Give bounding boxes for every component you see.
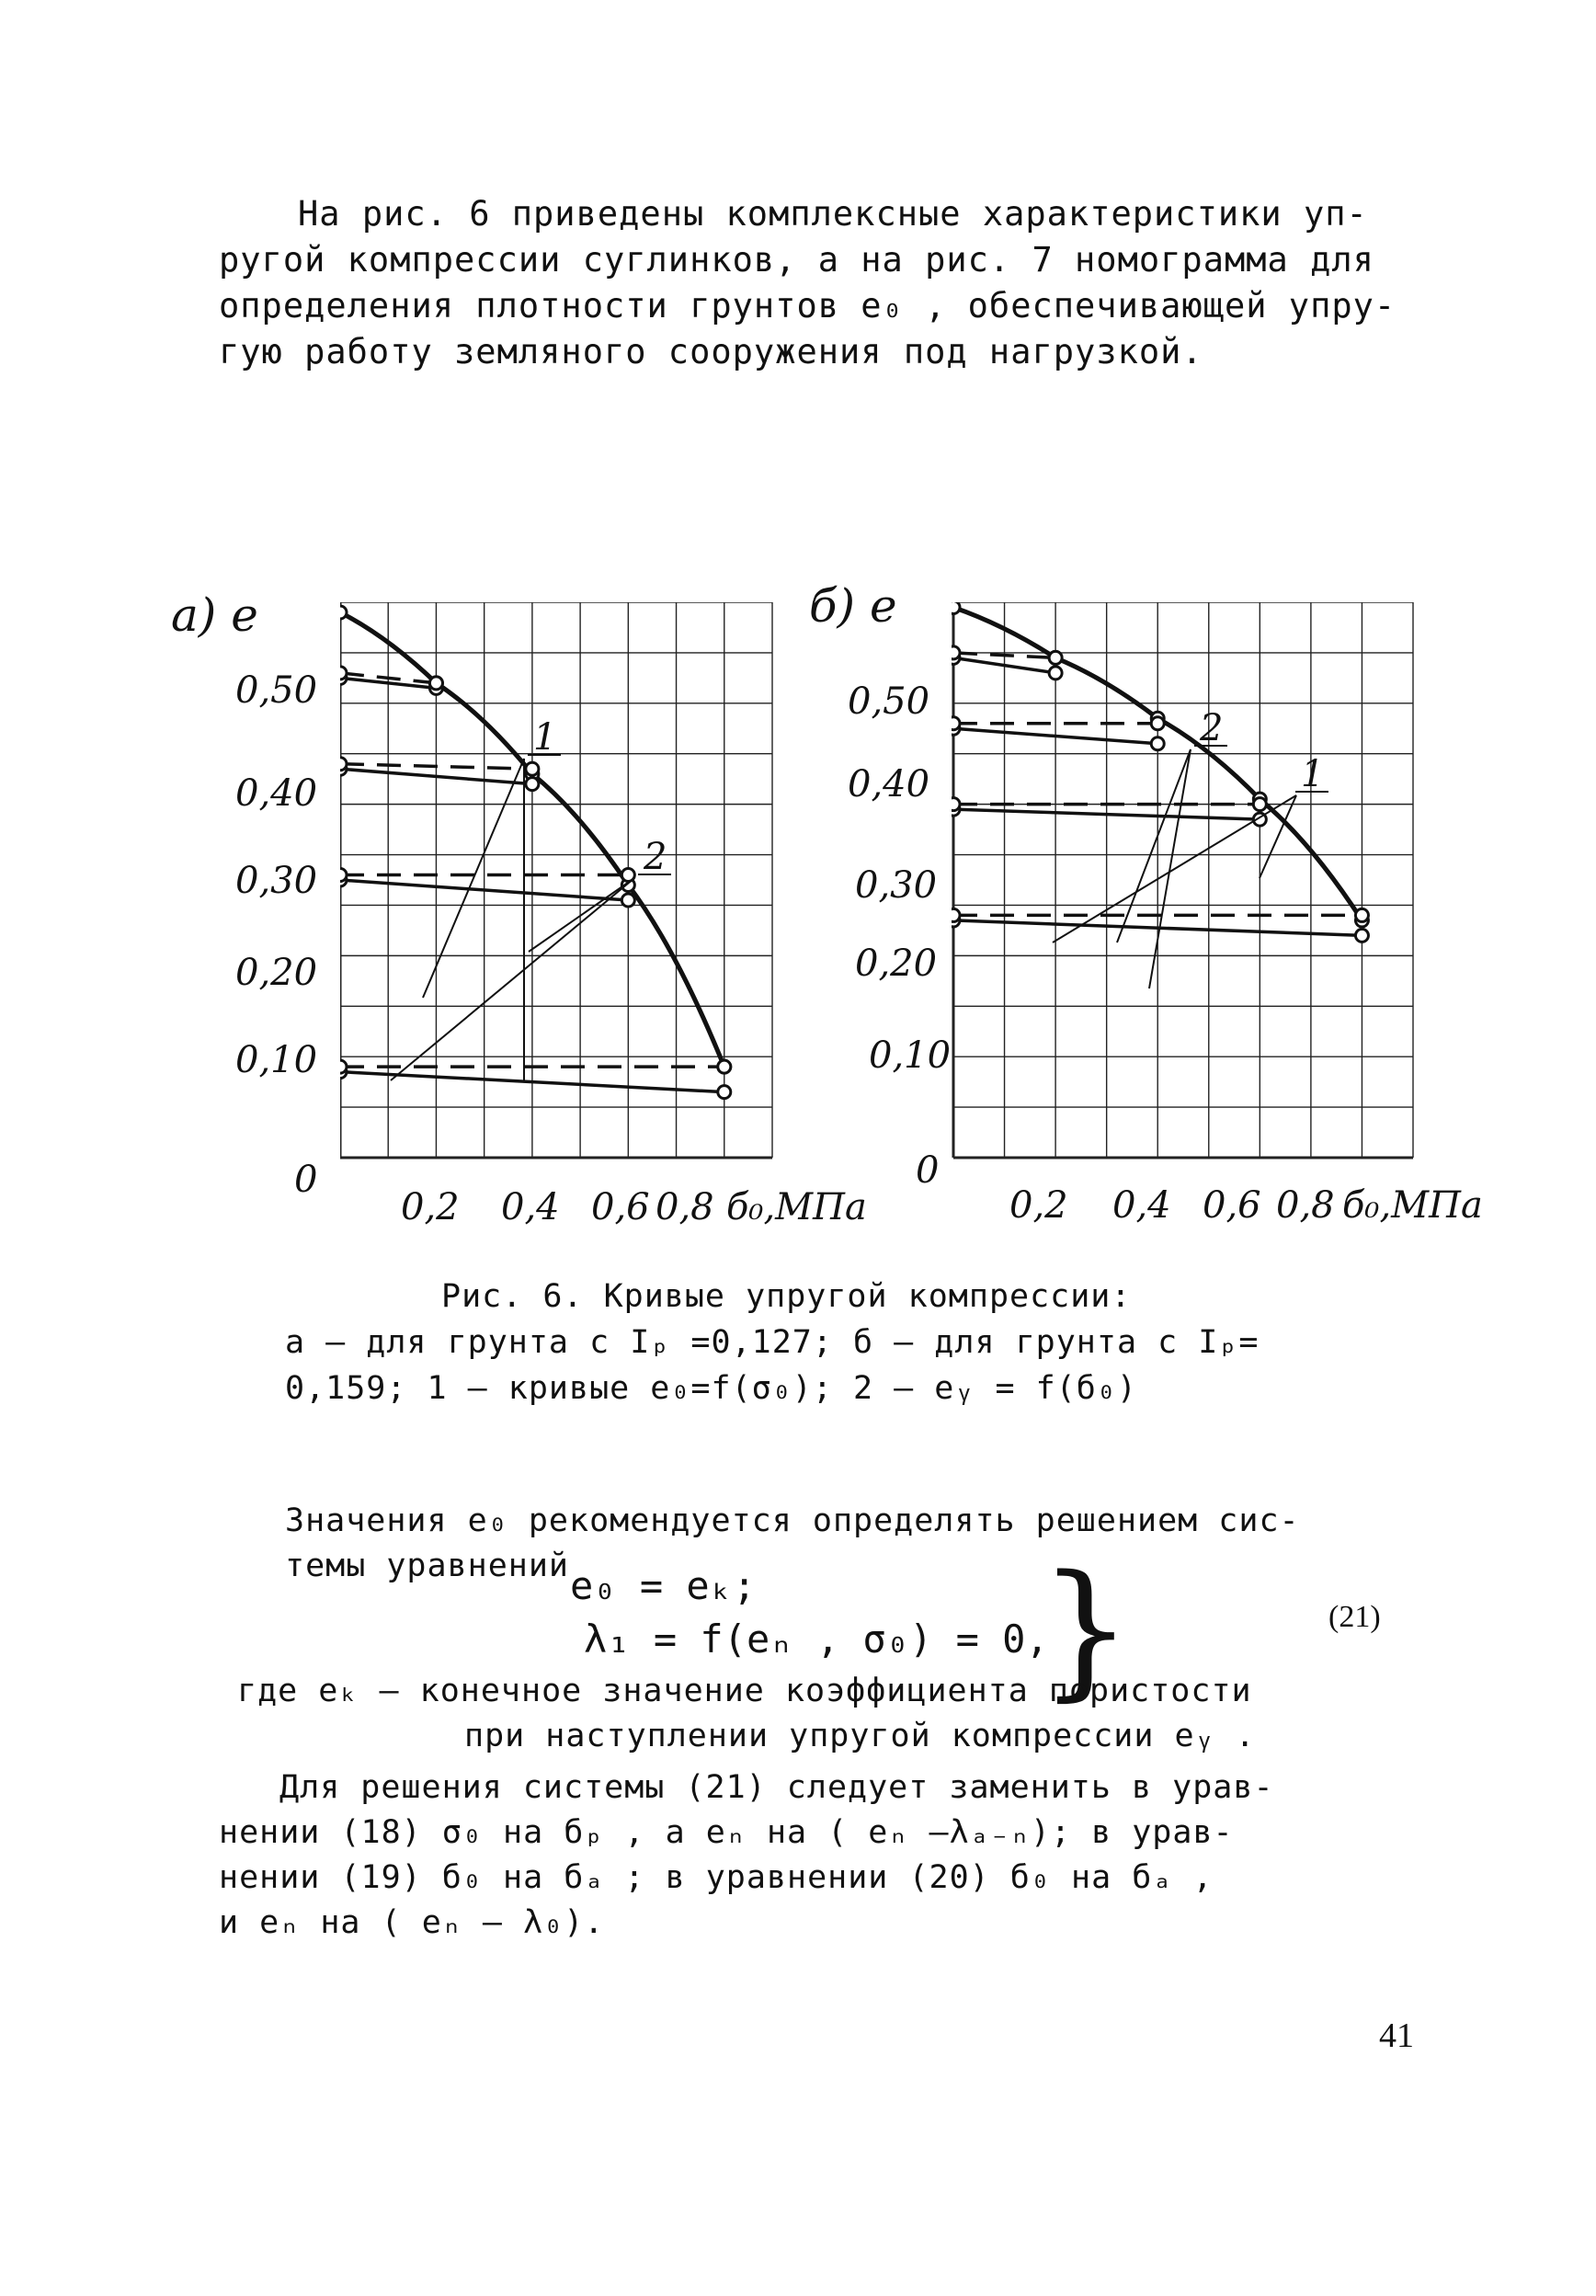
data-point xyxy=(340,758,347,771)
paragraph-values xyxy=(285,1499,1300,1589)
x-tick-b: 0,2 xyxy=(1009,1184,1068,1227)
figure-caption-title: Рис. 6. Кривые упругой компрессии: xyxy=(441,1278,1132,1315)
curve-label: 2 xyxy=(644,836,667,878)
chart-a xyxy=(340,602,781,1163)
equation-2: λ₁ = f(eₙ , σ₀) = 0, xyxy=(584,1616,1049,1662)
data-point xyxy=(952,602,960,613)
equation-1: e₀ = eₖ; xyxy=(570,1563,757,1608)
data-point xyxy=(429,677,442,690)
data-point xyxy=(1049,667,1062,680)
paragraph-line: и eₙ на ( eₙ – λ₀). xyxy=(219,1904,605,1941)
paragraph-line: нении (18) σ₀ на бₚ , а eₙ на ( eₙ –λₐ₋ₙ); в урав- xyxy=(219,1814,1234,1851)
panel-label-a: а) e xyxy=(171,588,258,642)
y-tick-b: 0,30 xyxy=(855,864,938,907)
label-leader-line xyxy=(1149,749,1191,988)
data-point xyxy=(526,762,539,775)
data-point xyxy=(340,667,347,680)
where-line-1: где eₖ – конечное значение коэффициента пористости xyxy=(237,1673,1252,1709)
y-tick-a: 0,50 xyxy=(235,669,318,712)
figure-caption-line: а – для грунта с Iₚ =0,127; б – для грунта с Iₚ= xyxy=(285,1324,1260,1361)
origin-label-b: 0 xyxy=(916,1149,940,1192)
x-axis-label-a: б₀,МПа xyxy=(726,1186,867,1228)
data-point xyxy=(952,798,960,811)
origin-label-a: 0 xyxy=(294,1159,318,1201)
paragraph-line: темы уравнений xyxy=(285,1548,570,1584)
where-line-2: при наступлении упругой компрессии eᵧ . xyxy=(464,1718,1256,1754)
x-axis-label-b: б₀,МПа xyxy=(1342,1184,1483,1227)
x-tick-b: 0,6 xyxy=(1203,1184,1261,1227)
curve-label: 2 xyxy=(1200,707,1224,749)
intro-paragraph xyxy=(219,191,1396,375)
data-point xyxy=(1355,929,1368,942)
data-point xyxy=(340,1060,347,1073)
data-point xyxy=(1253,798,1266,811)
data-point xyxy=(718,1060,731,1073)
label-leader-line xyxy=(529,878,634,952)
chart-b-svg xyxy=(952,602,1420,1163)
y-tick-b: 0,50 xyxy=(848,680,930,723)
label-leader-line xyxy=(1117,749,1191,942)
data-point xyxy=(718,1086,731,1099)
y-tick-a: 0,40 xyxy=(235,772,318,815)
paragraph-line: нении (19) б₀ на бₐ ; в уравнении (20) б₀ на бₐ , xyxy=(219,1859,1214,1896)
data-point xyxy=(1355,908,1368,921)
data-point xyxy=(340,869,347,882)
data-point xyxy=(1151,717,1164,730)
data-point xyxy=(952,646,960,659)
data-point xyxy=(952,908,960,921)
data-point xyxy=(621,894,634,907)
figure-caption-line: 0,159; 1 – кривые e₀=f(σ₀); 2 – eᵧ = f(б₀) xyxy=(285,1370,1137,1407)
data-point xyxy=(340,606,347,619)
x-tick-a: 0,4 xyxy=(501,1186,560,1228)
intro-line: гую работу земляного сооружения под нагрузкой. xyxy=(219,332,1203,371)
paragraph-line: Значения e₀ рекомендуется определять решением сис- xyxy=(285,1502,1300,1539)
chart-b xyxy=(952,602,1420,1163)
chart-a-svg xyxy=(340,602,781,1163)
system-brace: } xyxy=(1039,1543,1133,1715)
y-tick-b: 0,20 xyxy=(855,942,938,985)
y-tick-a: 0,20 xyxy=(235,952,318,994)
x-tick-b: 0,4 xyxy=(1112,1184,1171,1227)
page-number: 41 xyxy=(1379,2016,1414,2055)
label-leader-line xyxy=(423,759,524,998)
data-point xyxy=(952,717,960,730)
y-tick-b: 0,10 xyxy=(869,1034,952,1077)
y-tick-b: 0,40 xyxy=(848,763,930,805)
data-point xyxy=(1049,651,1062,664)
panel-label-b: б) e xyxy=(809,579,897,633)
x-tick-a: 0,6 xyxy=(591,1186,650,1228)
y-tick-a: 0,10 xyxy=(235,1039,318,1081)
equation-number: (21) xyxy=(1328,1600,1381,1634)
curve-label: 1 xyxy=(1301,753,1325,795)
x-tick-a: 0,2 xyxy=(401,1186,460,1228)
y-tick-a: 0,30 xyxy=(235,860,318,902)
paragraph-solution xyxy=(219,1765,1274,1946)
paragraph-line: Для решения системы (21) следует заменить в урав- xyxy=(279,1769,1274,1806)
data-point xyxy=(526,778,539,791)
intro-line: На рис. 6 приведены комплексные характеристики уп- xyxy=(298,194,1368,234)
intro-line: ругой компрессии суглинков, а на рис. 7 номограмма для xyxy=(219,240,1374,280)
label-leader-line xyxy=(391,878,634,1080)
intro-line: определения плотности грунтов e₀ , обеспечивающей упру- xyxy=(219,286,1396,326)
curve-label: 1 xyxy=(533,716,557,759)
data-point xyxy=(1151,737,1164,750)
x-tick-b: 0,8 xyxy=(1276,1184,1335,1227)
x-tick-a: 0,8 xyxy=(656,1186,714,1228)
